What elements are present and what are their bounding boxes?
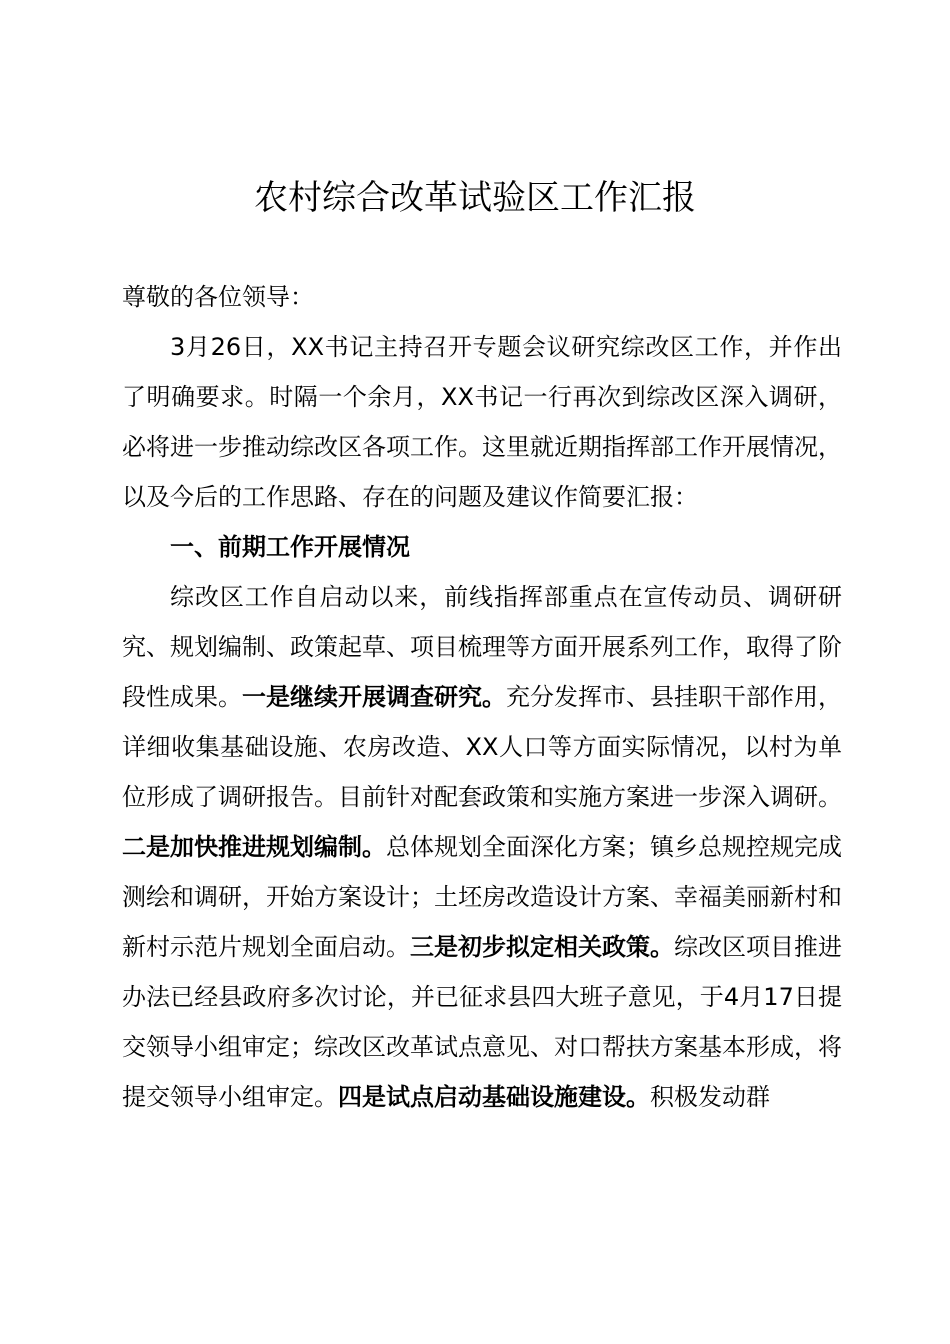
section1-text-2: 充分发挥市、县挂职干部作用，详细收集基础设施、农房改造、XX人口等方面实际情况，以村为单位形成了调研报告。目前针对配套政策和实施方案进一步深入调研。 <box>122 683 842 811</box>
section1-text-3: 总体规划全面深化方案；镇乡总规控规完成测绘和调研，开始方案设计；土坯房改造设计方案、幸福美丽新村和新村示范片规划全面启动。 <box>122 833 842 961</box>
section1-point-3: 三是初步拟定相关政策。 <box>410 933 674 961</box>
document-body <box>122 272 842 1122</box>
section1-text-4: 综改区项目推进办法已经县政府多次讨论，并已征求县四大班子意见，于4月17日提交领导小组审定；综改区改革试点意见、对口帮扶方案基本形成，将提交领导小组审定。 <box>122 933 842 1111</box>
section1-point-1: 一是继续开展调查研究。 <box>242 683 506 711</box>
section1-text-5: 积极发动群 <box>650 1083 770 1111</box>
section-heading-1: 一、前期工作开展情况 <box>170 533 410 561</box>
salutation: 尊敬的各位领导： <box>122 283 314 311</box>
section1-point-2: 二是加快推进规划编制。 <box>122 833 386 861</box>
document-title: 农村综合改革试验区工作汇报 <box>254 178 696 218</box>
section1-point-4: 四是试点启动基础设施建设。 <box>338 1083 650 1111</box>
intro-paragraph: 3月26日，XX书记主持召开专题会议研究综改区工作，并作出了明确要求。时隔一个余月，XX书记一行再次到综改区深入调研，必将进一步推动综改区各项工作。这里就近期指挥部工作开展情况，以及今后的工作思路、存在的问题及建议作简要汇报： <box>122 333 842 511</box>
section1-paragraph <box>122 572 842 1122</box>
section1-text-1: 综改区工作自启动以来，前线指挥部重点在宣传动员、调研研究、规划编制、政策起草、项目梳理等方面开展系列工作，取得了阶段性成果。 <box>122 583 842 711</box>
